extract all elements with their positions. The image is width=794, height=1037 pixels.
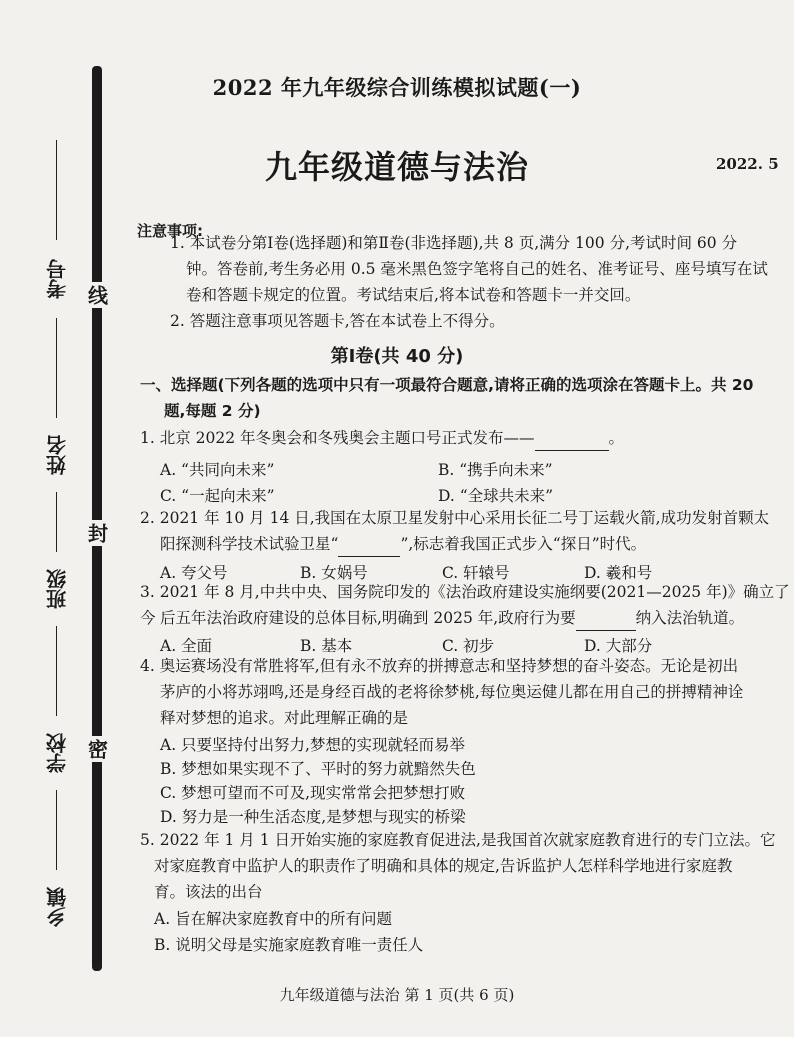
school-line — [56, 626, 57, 716]
class-line — [56, 492, 57, 552]
question-3-end: 纳入法治轨道。 — [635, 609, 745, 627]
exam-number-label: 考号 — [45, 259, 70, 299]
question-1-stem — [140, 425, 624, 451]
question-2-line-2 — [160, 531, 646, 557]
exam-date: 2022. 5 — [716, 155, 779, 173]
question-1-option-b: B. “携手向未来” — [438, 461, 553, 479]
answer-blank — [338, 538, 400, 557]
question-4-line-3: 释对梦想的追求。对此理解正确的是 — [160, 709, 409, 727]
township-line — [56, 790, 57, 870]
seal-mark-mi: 密 — [86, 736, 108, 762]
notes-item-1-line-1: 1. 本试卷分第Ⅰ卷(选择题)和第Ⅱ卷(非选择题),共 8 页,满分 100 分,考试时间 60 分 — [170, 234, 738, 252]
question-2-end: ”,标志着我国正式步入“探日”时代。 — [400, 535, 647, 553]
question-3-line-2 — [160, 605, 744, 631]
question-4-option-c: C. 梦想可望而不可及,现实常常会把梦想打败 — [160, 784, 466, 802]
question-2-option-a: A. 夸父号 — [160, 564, 228, 582]
question-2-option-c: C. 轩辕号 — [442, 564, 510, 582]
question-2-line-1: 2. 2021 年 10 月 14 日,我国在太原卫星发射中心采用长征二号丁运载火箭,成功发射首颗太 — [140, 509, 770, 527]
question-5-option-b: B. 说明父母是实施家庭教育唯一责任人 — [154, 936, 424, 954]
seal-mark-feng: 封 — [86, 520, 108, 546]
question-2-option-b: B. 女娲号 — [300, 564, 368, 582]
subject-title: 九年级道德与法治 — [264, 148, 529, 186]
question-1-option-c: C. “一起向未来” — [160, 487, 275, 505]
name-line — [56, 318, 57, 418]
section-instruction-line-1: 一、选择题(下列各题的选项中只有一项最符合题意,请将正确的选项涂在答题卡上。共 20 — [140, 376, 754, 394]
notes-item-1-line-2: 钟。答卷前,考生务必用 0.5 毫米黑色签字笔将自己的姓名、准考证号、座号填写在试 — [186, 260, 768, 278]
question-1-option-a: A. “共同向未来” — [160, 461, 275, 479]
answer-blank — [576, 612, 636, 631]
notes-item-2: 2. 答题注意事项见答题卡,答在本试卷上不得分。 — [170, 312, 505, 330]
question-4-option-b: B. 梦想如果实现不了、平时的努力就黯然失色 — [160, 760, 476, 778]
question-4-option-a: A. 只要坚持付出努力,梦想的实现就轻而易举 — [160, 736, 465, 754]
question-1-option-d: D. “全球共未来” — [438, 487, 554, 505]
question-1-end: 。 — [608, 429, 625, 447]
name-label: 姓名 — [45, 435, 70, 475]
section-title: 第Ⅰ卷(共 40 分) — [330, 346, 464, 367]
notes-heading: 注意事项: — [137, 222, 203, 240]
class-label: 班级 — [45, 569, 70, 609]
question-5-line-2: 对家庭教育中监护人的职责作了明确和具体的规定,告诉监护人怎样科学地进行家庭教 — [154, 857, 733, 875]
school-label: 学校 — [45, 733, 70, 773]
question-1-text: 1. 北京 2022 年冬奥会和冬残奥会主题口号正式发布—— — [140, 429, 535, 447]
question-5-line-3: 育。该法的出台 — [154, 883, 263, 901]
notes-item-1-line-3: 卷和答题卡规定的位置。考试结束后,将本试卷和答题卡一并交回。 — [186, 286, 641, 304]
question-4-option-d: D. 努力是一种生活态度,是梦想与现实的桥梁 — [160, 808, 466, 826]
question-2-text: 阳探测科学技术试验卫星“ — [160, 535, 339, 553]
question-3-line-1: 3. 2021 年 8 月,中共中央、国务院印发的《法治政府建设实施纲要(2021—2025 年)》确立了今 — [140, 583, 790, 627]
exam-title: 2022 年九年级综合训练模拟试题(一) — [212, 75, 582, 100]
question-3-option-c: C. 初步 — [442, 637, 495, 655]
township-label: 乡镇 — [45, 887, 70, 927]
question-5-option-a: A. 旨在解决家庭教育中的所有问题 — [154, 910, 393, 928]
question-3-text: 后五年法治政府建设的总体目标,明确到 2025 年,政府行为要 — [160, 609, 576, 627]
question-5-line-1: 5. 2022 年 1 月 1 日开始实施的家庭教育促进法,是我国首次就家庭教育进行的专门立法。它 — [140, 831, 776, 849]
question-4-line-2: 茅庐的小将苏翊鸣,还是身经百战的老将徐梦桃,每位奥运健儿都在用自己的拼搏精神诠 — [160, 683, 744, 701]
seal-mark-xian: 线 — [86, 282, 108, 308]
question-3-option-b: B. 基本 — [300, 637, 353, 655]
question-2-option-d: D. 羲和号 — [584, 564, 653, 582]
question-3-option-a: A. 全面 — [160, 637, 213, 655]
question-4-line-1: 4. 奥运赛场没有常胜将军,但有永不放弃的拼搏意志和坚持梦想的奋斗姿态。无论是初出 — [140, 657, 739, 675]
section-instruction-line-2: 题,每题 2 分) — [164, 402, 261, 420]
question-3-option-d: D. 大部分 — [584, 637, 653, 655]
answer-blank — [535, 432, 609, 451]
binding-line — [92, 66, 102, 971]
page-footer: 九年级道德与法治 第 1 页(共 6 页) — [279, 986, 515, 1004]
